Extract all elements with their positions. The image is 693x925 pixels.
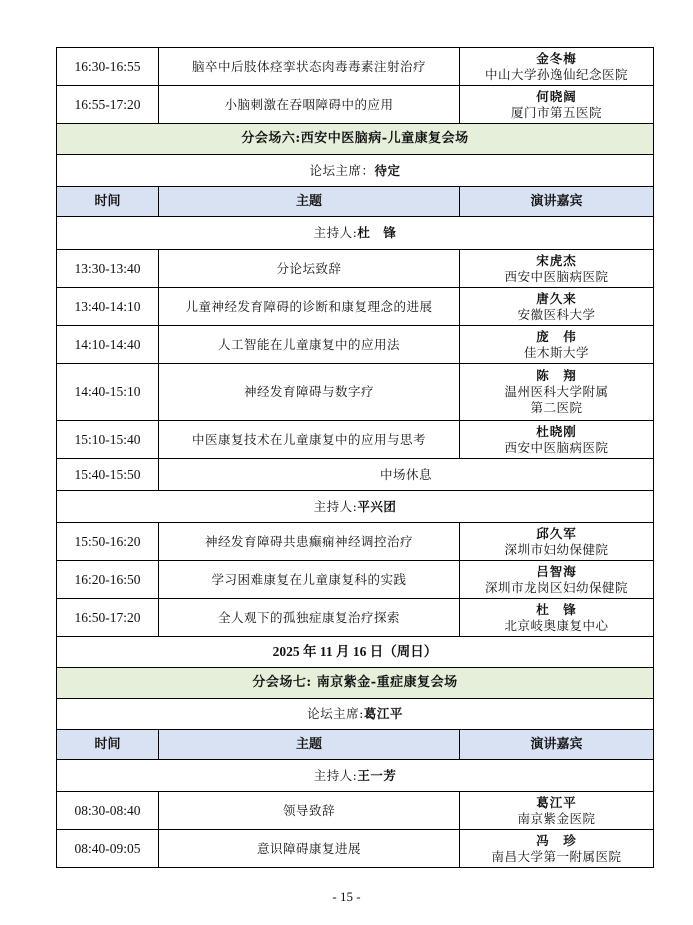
speaker-header: 演讲嘉宾 <box>460 730 654 760</box>
session-topic: 神经发育障碍与数字疗 <box>159 364 460 421</box>
speaker-cell <box>460 561 654 599</box>
schedule-body <box>57 48 654 868</box>
chair-line <box>57 760 654 792</box>
session-topic: 小脑刺激在吞咽障碍中的应用 <box>159 86 460 124</box>
table-row <box>57 760 654 792</box>
session-topic: 全人观下的孤独症康复治疗探索 <box>159 599 460 637</box>
chair-name: 葛江平 <box>363 706 403 721</box>
speaker-organization: 南昌大学第一附属医院 <box>491 848 622 864</box>
schedule-page <box>56 47 653 868</box>
time-header: 时间 <box>57 187 159 217</box>
chair-line <box>57 699 654 730</box>
speaker-cell <box>460 830 654 868</box>
speaker-name: 何晓阔 <box>536 88 577 104</box>
speaker-cell <box>460 364 654 421</box>
session-topic: 学习困难康复在儿童康复科的实践 <box>159 561 460 599</box>
session-time: 15:40-15:50 <box>57 459 159 491</box>
speaker-organization: 深圳市妇幼保健院 <box>504 541 609 557</box>
table-row <box>57 250 654 288</box>
topic-header: 主题 <box>159 730 460 760</box>
table-row <box>57 792 654 830</box>
speaker-header: 演讲嘉宾 <box>460 187 654 217</box>
session-topic: 中医康复技术在儿童康复中的应用与思考 <box>159 421 460 459</box>
speaker-cell <box>460 523 654 561</box>
speaker-organization: 安徽医科大学 <box>517 306 596 322</box>
speaker-name: 葛江平 <box>536 794 577 810</box>
table-row <box>57 523 654 561</box>
speaker-name: 邱久军 <box>536 525 577 541</box>
speaker-name: 吕智海 <box>536 563 577 579</box>
chair-label: 主持人: <box>313 225 358 240</box>
speaker-organization: 佳木斯大学 <box>523 344 589 360</box>
speaker-name: 金冬梅 <box>536 50 577 66</box>
table-row <box>57 124 654 155</box>
chair-name: 王一芳 <box>357 767 397 783</box>
table-row <box>57 491 654 523</box>
table-row <box>57 217 654 250</box>
speaker-cell <box>460 421 654 459</box>
table-row <box>57 421 654 459</box>
chair-line <box>57 155 654 187</box>
speaker-name: 宋虎杰 <box>536 252 577 268</box>
venue-title: 分会场七: 南京紫金-重症康复会场 <box>57 668 654 699</box>
page-number: - 15 - <box>332 889 361 904</box>
chair-name: 平兴团 <box>357 498 397 514</box>
speaker-organization: 温州医科大学附属 <box>504 384 609 399</box>
speaker-cell <box>460 288 654 326</box>
speaker-name: 庞 伟 <box>536 328 577 344</box>
table-row <box>57 187 654 217</box>
speaker-cell <box>460 48 654 86</box>
table-row <box>57 288 654 326</box>
chair-line <box>57 217 654 250</box>
table-row <box>57 637 654 668</box>
break-label: 中场休息 <box>159 459 654 491</box>
session-time: 08:40-09:05 <box>57 830 159 868</box>
session-time: 16:30-16:55 <box>57 48 159 86</box>
speaker-name: 唐久来 <box>536 290 577 306</box>
session-topic: 领导致辞 <box>159 792 460 830</box>
speaker-organization: 南京紫金医院 <box>517 810 596 826</box>
speaker-name: 陈 翔 <box>536 368 577 383</box>
speaker-organization: 深圳市龙岗区妇幼保健院 <box>484 579 628 595</box>
speaker-name: 杜晓刚 <box>536 423 577 439</box>
table-row <box>57 599 654 637</box>
chair-label: 主持人: <box>313 498 358 514</box>
session-time: 13:30-13:40 <box>57 250 159 288</box>
table-row <box>57 459 654 491</box>
table-row <box>57 668 654 699</box>
session-topic: 儿童神经发育障碍的诊断和康复理念的进展 <box>159 288 460 326</box>
venue-title: 分会场六:西安中医脑病-儿童康复会场 <box>57 124 654 155</box>
session-time: 15:50-16:20 <box>57 523 159 561</box>
speaker-cell <box>460 326 654 364</box>
speaker-cell <box>460 792 654 830</box>
schedule-table <box>56 47 654 868</box>
chair-label: 主持人: <box>313 767 358 783</box>
speaker-cell <box>460 250 654 288</box>
session-time: 15:10-15:40 <box>57 421 159 459</box>
table-row <box>57 364 654 421</box>
speaker-name: 杜 锋 <box>536 601 577 617</box>
session-topic: 人工智能在儿童康复中的应用法 <box>159 326 460 364</box>
speaker-organization: 北京岐奥康复中心 <box>504 617 609 633</box>
table-row <box>57 326 654 364</box>
session-time: 13:40-14:10 <box>57 288 159 326</box>
session-topic: 神经发育障碍共患癫痫神经调控治疗 <box>159 523 460 561</box>
speaker-organization: 厦门市第五医院 <box>510 104 602 120</box>
chair-name: 待定 <box>374 162 401 178</box>
table-row <box>57 155 654 187</box>
session-time: 14:40-15:10 <box>57 364 159 421</box>
chair-line <box>57 491 654 523</box>
session-topic: 脑卒中后肢体痉挛状态肉毒毒素注射治疗 <box>159 48 460 86</box>
speaker-organization: 西安中医脑病医院 <box>504 268 609 284</box>
speaker-organization: 第二医院 <box>530 400 583 415</box>
speaker-name: 冯 珍 <box>536 832 577 848</box>
session-time: 16:20-16:50 <box>57 561 159 599</box>
table-row <box>57 561 654 599</box>
session-time: 16:50-17:20 <box>57 599 159 637</box>
session-topic: 分论坛致辞 <box>159 250 460 288</box>
table-row <box>57 86 654 124</box>
time-header: 时间 <box>57 730 159 760</box>
speaker-organization: 西安中医脑病医院 <box>504 439 609 455</box>
chair-label: 论坛主席: <box>307 706 364 721</box>
speaker-organization: 中山大学孙逸仙纪念医院 <box>484 66 628 82</box>
session-time: 08:30-08:40 <box>57 792 159 830</box>
session-topic: 意识障碍康复进展 <box>159 830 460 868</box>
speaker-cell <box>460 599 654 637</box>
table-row <box>57 830 654 868</box>
chair-name: 杜 锋 <box>357 225 397 240</box>
topic-header: 主题 <box>159 187 460 217</box>
table-row <box>57 730 654 760</box>
date-heading: 2025 年 11 月 16 日（周日） <box>57 637 654 668</box>
session-time: 14:10-14:40 <box>57 326 159 364</box>
table-row <box>57 699 654 730</box>
speaker-cell <box>460 86 654 124</box>
chair-label: 论坛主席： <box>309 162 375 178</box>
table-row <box>57 48 654 86</box>
session-time: 16:55-17:20 <box>57 86 159 124</box>
